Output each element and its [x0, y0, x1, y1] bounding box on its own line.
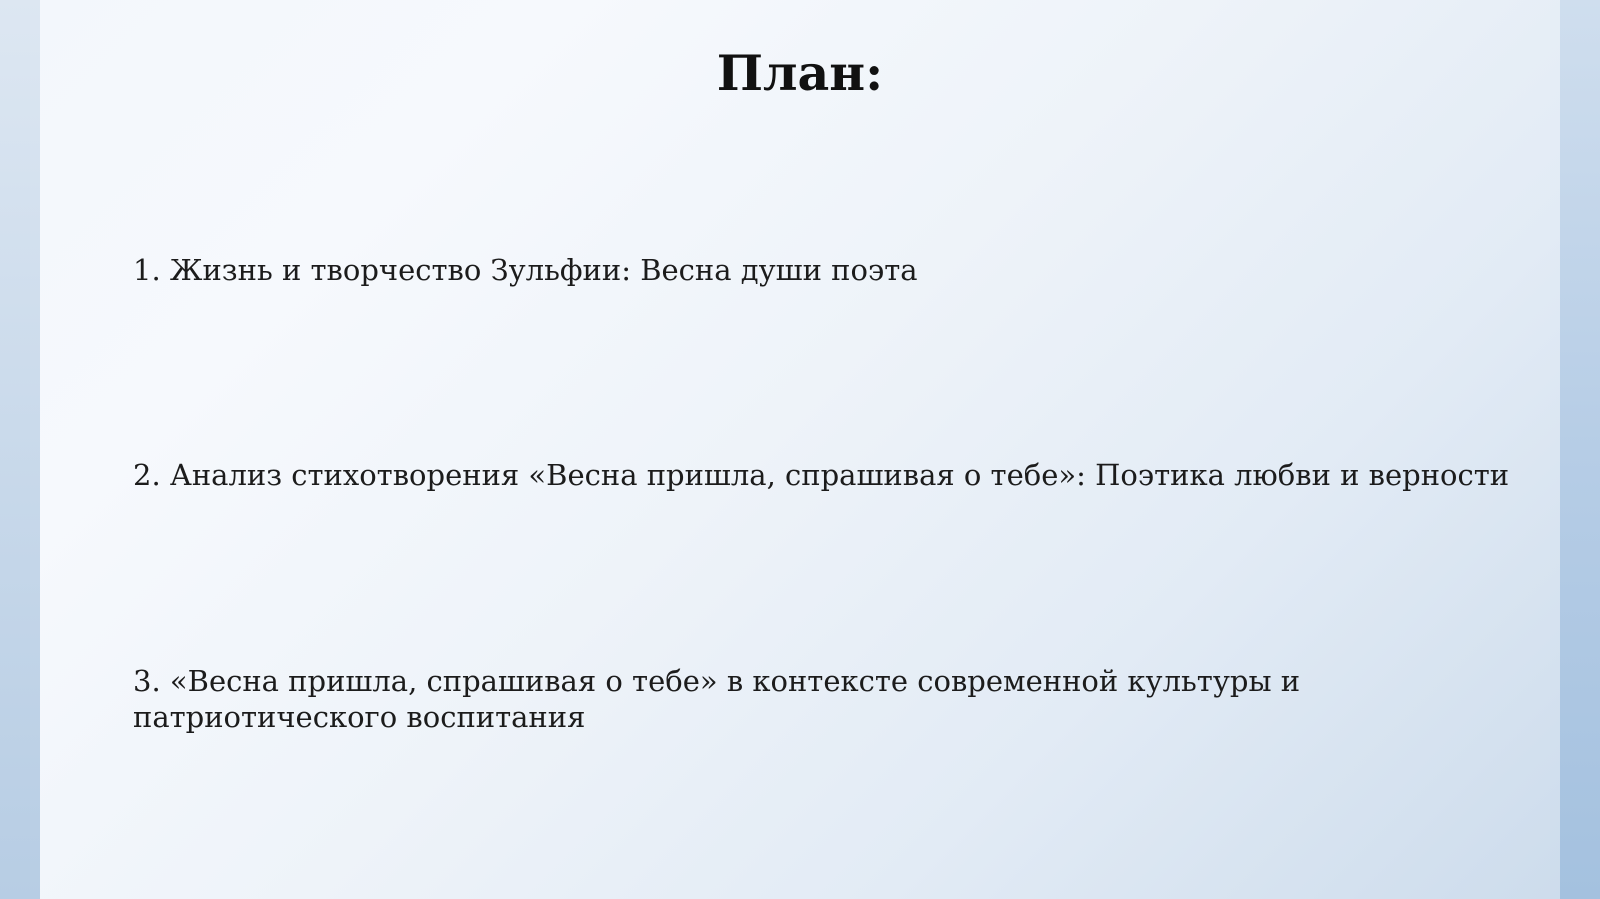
- plan-item-2: 2. Анализ стихотворения «Весна пришла, спрашивая о тебе»: Поэтика любви и верности: [133, 458, 1510, 492]
- plan-item-3: 3. «Весна пришла, спрашивая о тебе» в контексте современной культуры и патриотического воспитания: [133, 664, 1301, 734]
- slide-right-edge: [1560, 0, 1600, 899]
- plan-item-1: 1. Жизнь и творчество Зульфии: Весна души поэта: [133, 253, 918, 287]
- slide-content-panel: [40, 0, 1560, 899]
- slide-left-edge: [0, 0, 40, 899]
- slide-title: План:: [716, 44, 884, 102]
